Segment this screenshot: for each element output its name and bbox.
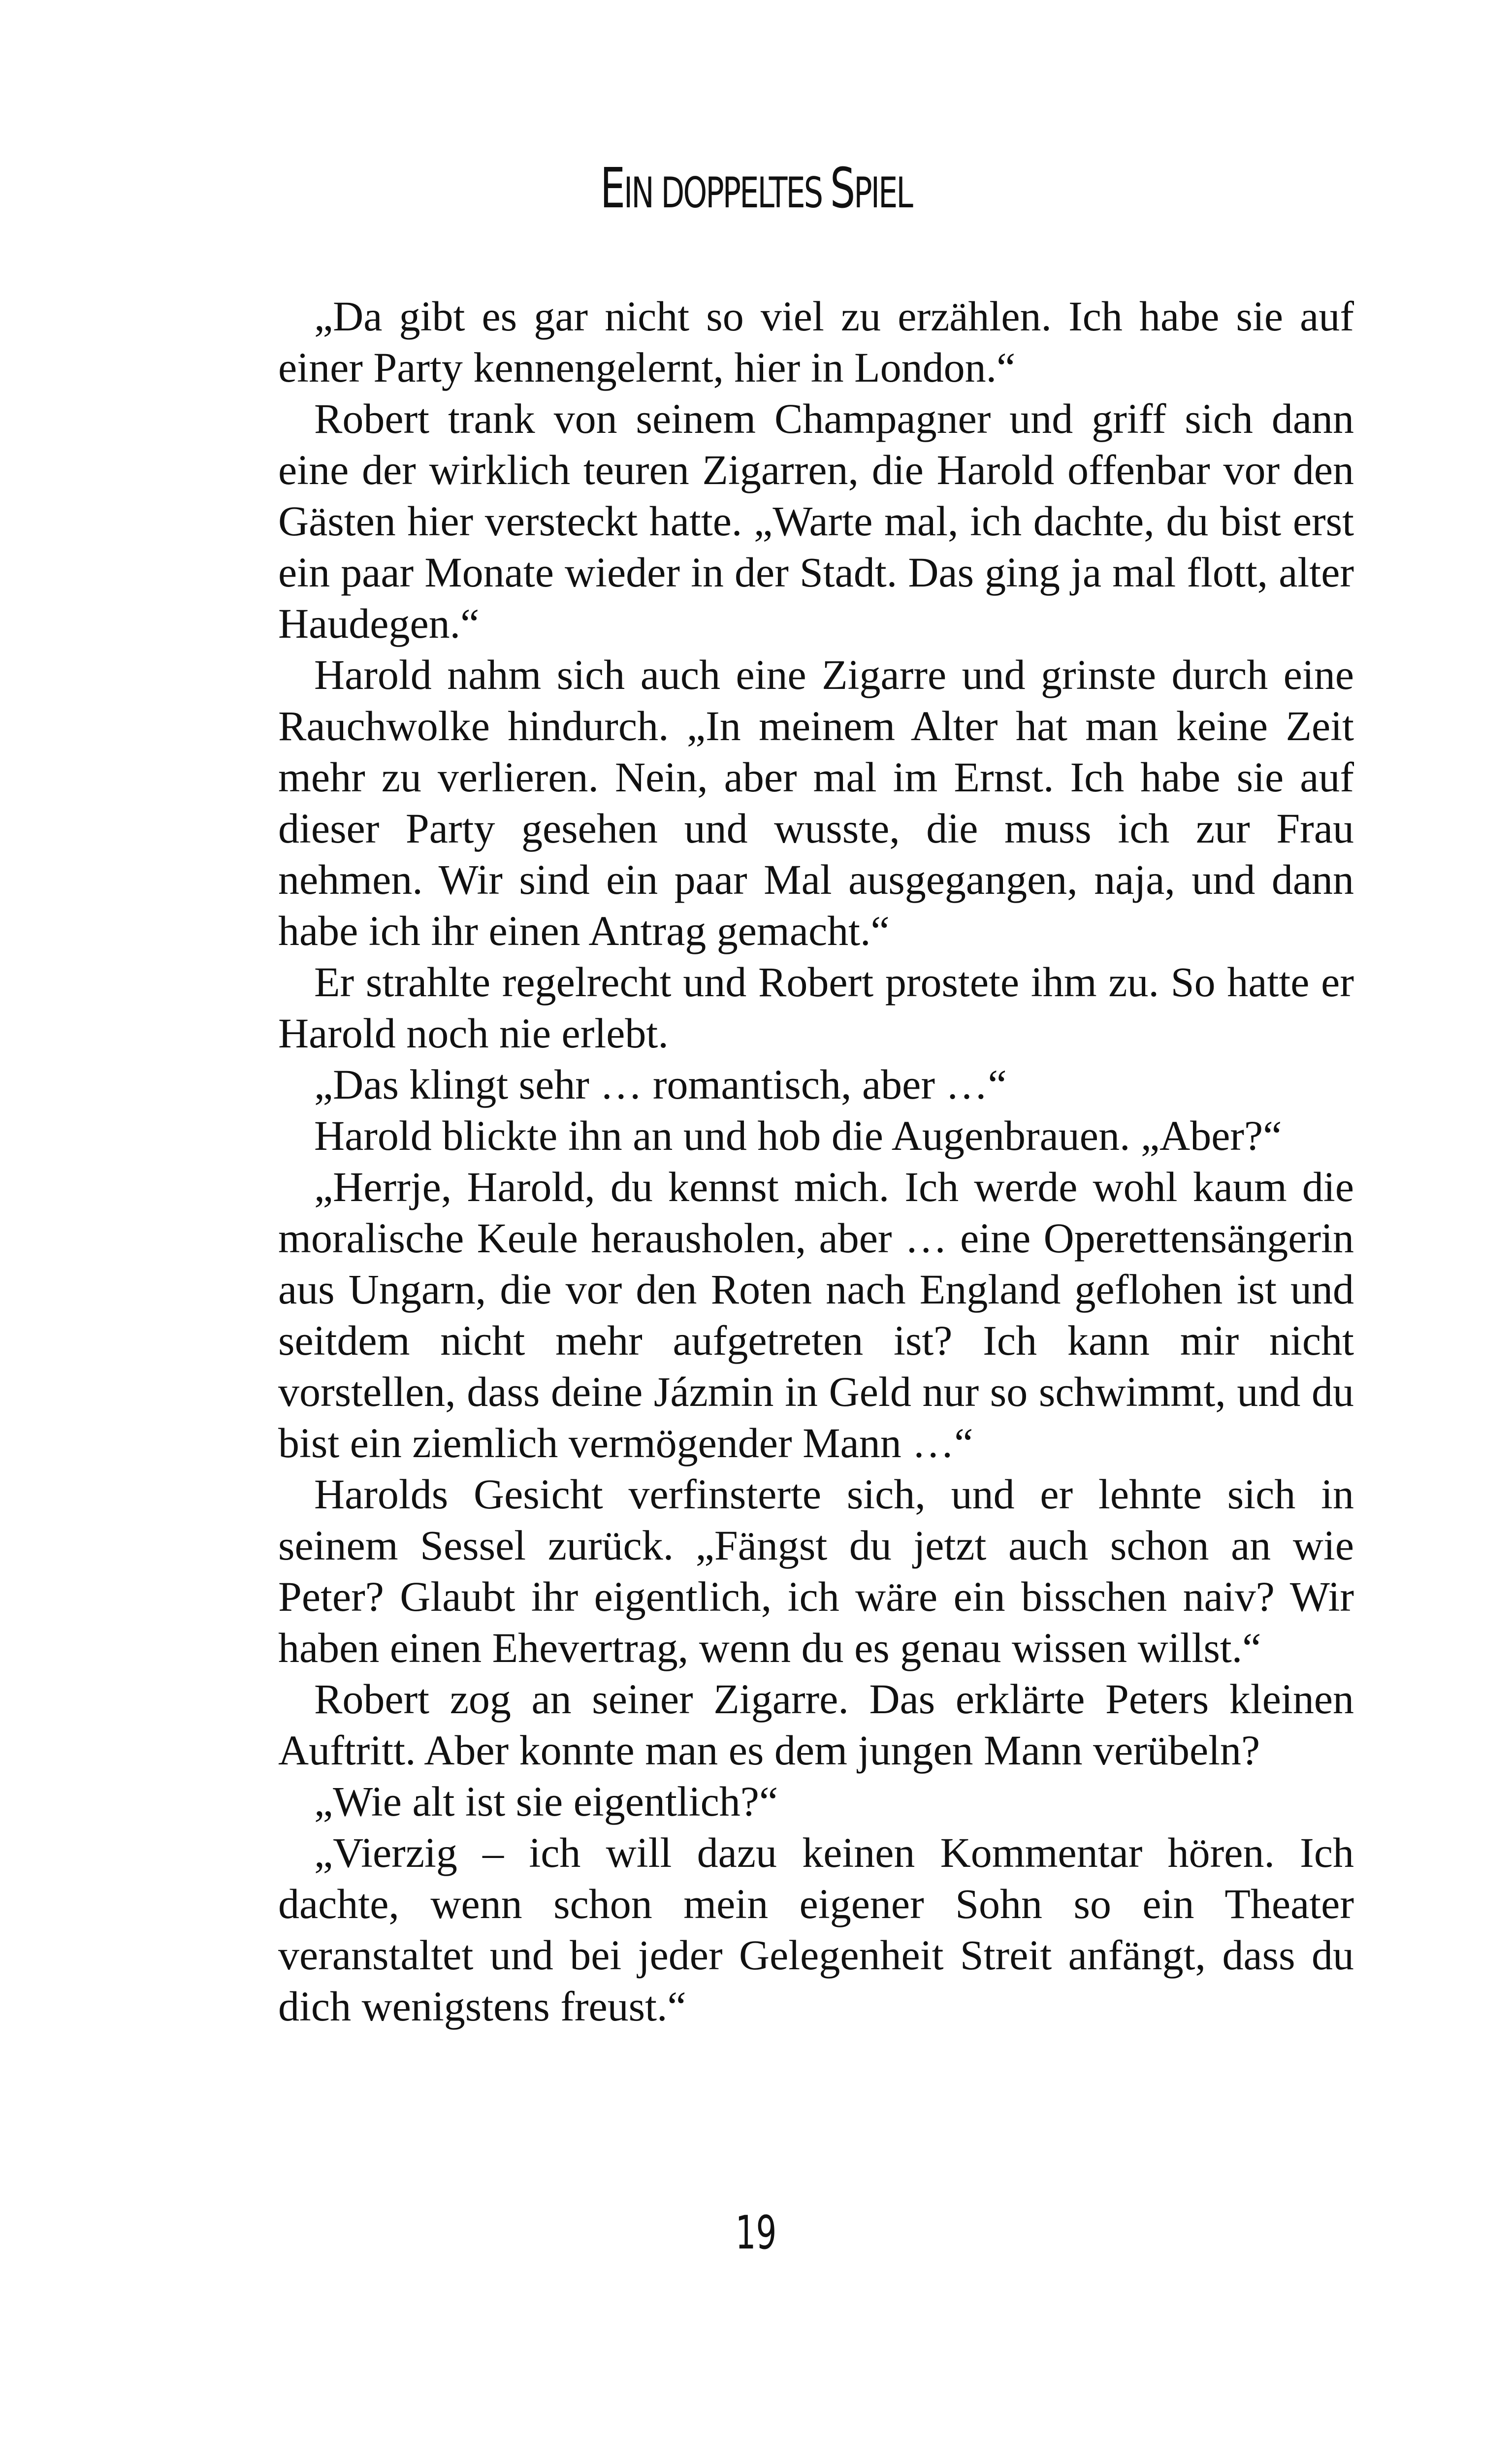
paragraph: „Das klingt sehr … romantisch, aber …“: [314, 1061, 1007, 1108]
paragraph: Robert zog an seiner Zigarre. Das erklärte Peters kleinen Auftritt. Aber konnte man es dem jungen Mann verübeln?: [278, 1675, 1354, 1774]
running-head-part-1: IN DOPPELTES: [624, 168, 831, 218]
running-head-part-2: PIEL: [854, 168, 912, 218]
paragraph: „Herrje, Harold, du kennst mich. Ich werde wohl kaum die moralische Keule herausholen, aber … eine Operettensängerin aus Ungarn, die vor den Roten nach England geflohen ist und seitdem nicht mehr aufgetreten ist? Ich kann mir nicht vorstellen, dass deine Jázmin in Geld nur so schwimmt, und du bist ein ziemlich vermögender Mann …“: [278, 1163, 1354, 1466]
paragraph: Robert trank von seinem Champagner und griff sich dann eine der wirklich teuren Zigarren, die Harold offenbar vor den Gästen hier versteckt hatte. „Warte mal, ich dachte, du bist erst ein paar Monate wieder in der Stadt. Das ging ja mal flott, alter Haudegen.“: [278, 395, 1354, 647]
paragraph: Harolds Gesicht verfinsterte sich, und er lehnte sich in seinem Sessel zurück. „Fängst du jetzt auch schon an wie Peter? Glaubt ihr eigentlich, ich wäre ein bisschen naiv? Wir haben einen Ehevertrag, wenn du es genau wissen willst.“: [278, 1470, 1354, 1671]
paragraph: „Da gibt es gar nicht so viel zu erzählen. Ich habe sie auf einer Party kennengelernt, hier in London.“: [278, 293, 1354, 391]
running-head-initial-1: E: [600, 157, 624, 221]
paragraph: Harold blickte ihn an und hob die Augenbrauen. „Aber?“: [314, 1112, 1282, 1159]
running-head-initial-2: S: [830, 157, 854, 221]
paragraph: Er strahlte regelrecht und Robert prostete ihm zu. So hatte er Harold noch nie erlebt.: [278, 958, 1354, 1057]
paragraph: „Vierzig – ich will dazu keinen Kommentar hören. Ich dachte, wenn schon mein eigener Sohn so ein Theater veranstaltet und bei jeder Gelegenheit Streit anfängt, dass du dich wenigstens freust.“: [278, 1829, 1354, 2030]
body-text: [278, 291, 1354, 2032]
paragraph: „Wie alt ist sie eigentlich?“: [314, 1778, 778, 1825]
running-head: [212, 157, 1300, 221]
page-number: 19: [735, 2206, 777, 2260]
paragraph: Harold nahm sich auch eine Zigarre und grinste durch eine Rauchwolke hindurch. „In meinem Alter hat man keine Zeit mehr zu verlieren. Nein, aber mal im Ernst. Ich habe sie auf dieser Party gesehen und wusste, die muss ich zur Frau nehmen. Wir sind ein paar Mal ausgegangen, naja, und dann habe ich ihr einen Antrag gemacht.“: [278, 651, 1354, 954]
